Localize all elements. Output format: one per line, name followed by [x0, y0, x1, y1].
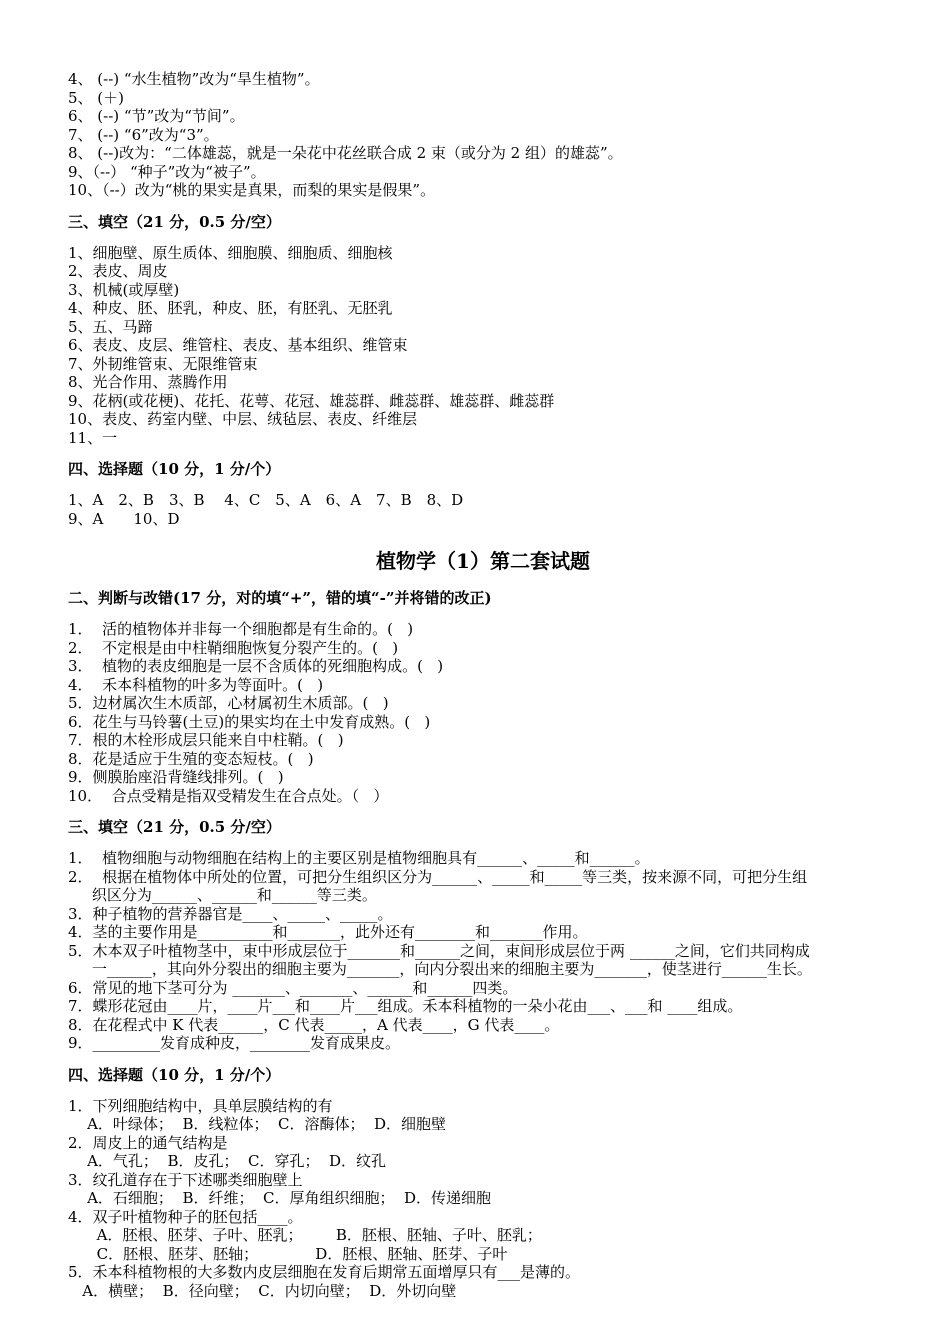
top-answers — [68, 70, 898, 200]
answer-line: 5、 (＋) — [68, 88, 125, 107]
option-line: A．叶绿体； B．线粒体； C．溶酶体； D．细胞壁 — [68, 1115, 447, 1133]
question-line: 1． 植物细胞与动物细胞在结构上的主要区别是植物细胞具有______、_____和______。 — [68, 849, 650, 867]
judge-items — [68, 620, 898, 805]
answer-line: 8、 (--)改为：“二体雄蕊，就是一朵花中花丝联合成 2 束（或分为 2 组）的雄蕊”。 — [68, 144, 623, 162]
question-line: 2． 不定根是由中柱鞘细胞恢复分裂产生的。( ) — [68, 638, 399, 657]
fill-heading: 三、填空（21 分，0.5 分/空） — [68, 212, 281, 231]
question-line: 8．花是适应于生殖的变态短枝。( ) — [68, 749, 314, 768]
question-line: 5．边材属次生木质部，心材属初生木质部。( ) — [68, 694, 389, 712]
option-line: A．气孔； B．皮孔； C．穿孔； D．纹孔 — [68, 1152, 387, 1170]
option-line: A．横壁； B．径向壁； C．内切向壁； D．外切向壁 — [68, 1281, 457, 1300]
judge-heading: 二、判断与改错(17 分，对的填“+”，错的填“-”并将错的改正) — [68, 589, 492, 607]
question-line: 4． 禾本科植物的叶多为等面叶。( ) — [68, 675, 324, 694]
answer-line: 10、（--）改为“桃的果实是真果，而梨的果实是假果”。 — [68, 181, 436, 199]
choice-answers — [68, 491, 898, 528]
question-line: 1．下列细胞结构中，具单层膜结构的有 — [68, 1096, 333, 1115]
question-line: 9．侧膜胎座沿背缝线排列。( ) — [68, 768, 284, 786]
question-line: 3． 植物的表皮细胞是一层不含质体的死细胞构成。( ) — [68, 657, 444, 675]
question-line: 2．周皮上的通气结构是 — [68, 1133, 228, 1152]
fill2-items — [68, 849, 898, 1053]
choice2-heading: 四、选择题（10 分，1 分/个） — [68, 1065, 281, 1084]
choice2-items — [68, 1097, 898, 1301]
answer-line: 9、A 10、D — [68, 509, 180, 528]
answer-line: 9、（--） “种子”改为“被子”。 — [68, 162, 266, 181]
answer-line: 4、种皮、胚、胚乳，种皮、胚，有胚乳、无胚乳 — [68, 299, 393, 317]
fill-answers — [68, 244, 898, 448]
question-line: 3．种子植物的营养器官是____、_____、_____。 — [68, 904, 393, 923]
answer-line: 7、 (--) “6”改为“3”。 — [68, 125, 219, 144]
question-line: 织区分为______、______和______等三类。 — [68, 886, 377, 904]
question-line: 9．_________发育成种皮，________发育成果皮。 — [68, 1034, 401, 1052]
answer-line: 2、表皮、周皮 — [68, 262, 168, 280]
option-line: A．胚根、胚芽、子叶、胚乳； B．胚根、胚轴、子叶、胚乳； — [68, 1226, 542, 1244]
question-line: 2． 根据在植物体中所处的位置，可把分生组织区分为______、_____和_____等三类，按来源不同，可把分生组 — [68, 867, 808, 886]
second-exam-title: 植物学（1）第二套试题 — [376, 549, 590, 573]
question-line: 5．木本双子叶植物茎中，束中形成层位于_______和______之间，束间形成层位于两 ______之间，它们共同构成 — [68, 941, 810, 960]
answer-line: 6、表皮、皮层、维管柱、表皮、基本组织、维管束 — [68, 336, 408, 354]
question-line: 3．纹孔道存在于下述哪类细胞壁上 — [68, 1170, 303, 1189]
question-line: 5．禾本科植物根的大多数内皮层细胞在发育后期常五面增厚只有___是薄的。 — [68, 1263, 581, 1281]
choice-heading: 四、选择题（10 分，1 分/个） — [68, 460, 281, 478]
answer-line: 10、表皮、药室内壁、中层、绒毡层、表皮、纤维层 — [68, 410, 418, 428]
answer-line: 7、外韧维管束、无限维管束 — [68, 354, 258, 373]
answer-line: 9、花柄(或花梗)、花托、花萼、花冠、雄蕊群、雌蕊群、雄蕊群、雌蕊群 — [68, 391, 555, 410]
question-line: 4．茎的主要作用是__________和_______，此外还有________和_______作用。 — [68, 923, 588, 941]
option-line: A．石细胞； B．纤维； C．厚角组织细胞； D．传递细胞 — [68, 1189, 492, 1207]
question-line: 7．根的木栓形成层只能来自中柱鞘。( ) — [68, 731, 344, 749]
question-line: 4．双子叶植物种子的胚包括____。 — [68, 1207, 303, 1226]
question-line: 6．常见的地下茎可分为 _______、_______、______和______四类。 — [68, 978, 518, 997]
question-line: 一______，其向外分裂出的细胞主要为_______，向内分裂出来的细胞主要为_______，使茎进行______生长。 — [68, 960, 812, 978]
answer-line: 6、 (--) “节”改为“节间”。 — [68, 107, 245, 125]
fill2-heading: 三、填空（21 分，0.5 分/空） — [68, 818, 281, 836]
answer-line: 3、机械(或厚壁) — [68, 280, 180, 299]
answer-line: 8、光合作用、蒸腾作用 — [68, 373, 228, 391]
answer-line: 5、五、马蹄 — [68, 317, 153, 336]
option-line: C．胚根、胚芽、胚轴； D．胚根、胚轴、胚芽、子叶 — [68, 1244, 508, 1263]
question-line: 7．蝶形花冠由____片，____片___和____片___组成。禾本科植物的一朵小花由___、___和 ____组成。 — [68, 997, 743, 1015]
question-line: 1． 活的植物体并非每一个细胞都是有生命的。( ) — [68, 620, 414, 638]
answer-line: 4、 (--) “水生植物”改为“旱生植物”。 — [68, 70, 320, 88]
question-line: 10． 合点受精是指双受精发生在合点处。（ ） — [68, 786, 389, 805]
question-line: 8．在花程式中 K 代表______，C 代表_____，A 代表____，G 代表____。 — [68, 1015, 560, 1034]
answer-line: 1、细胞壁、原生质体、细胞膜、细胞质、细胞核 — [68, 243, 393, 262]
document-page — [68, 70, 898, 1300]
answer-line: 11、一 — [68, 428, 118, 447]
answer-line: 1、A 2、B 3、B 4、C 5、A 6、A 7、B 8、D — [68, 491, 464, 509]
question-line: 6．花生与马铃薯(土豆)的果实均在土中发育成熟。( ) — [68, 712, 431, 731]
